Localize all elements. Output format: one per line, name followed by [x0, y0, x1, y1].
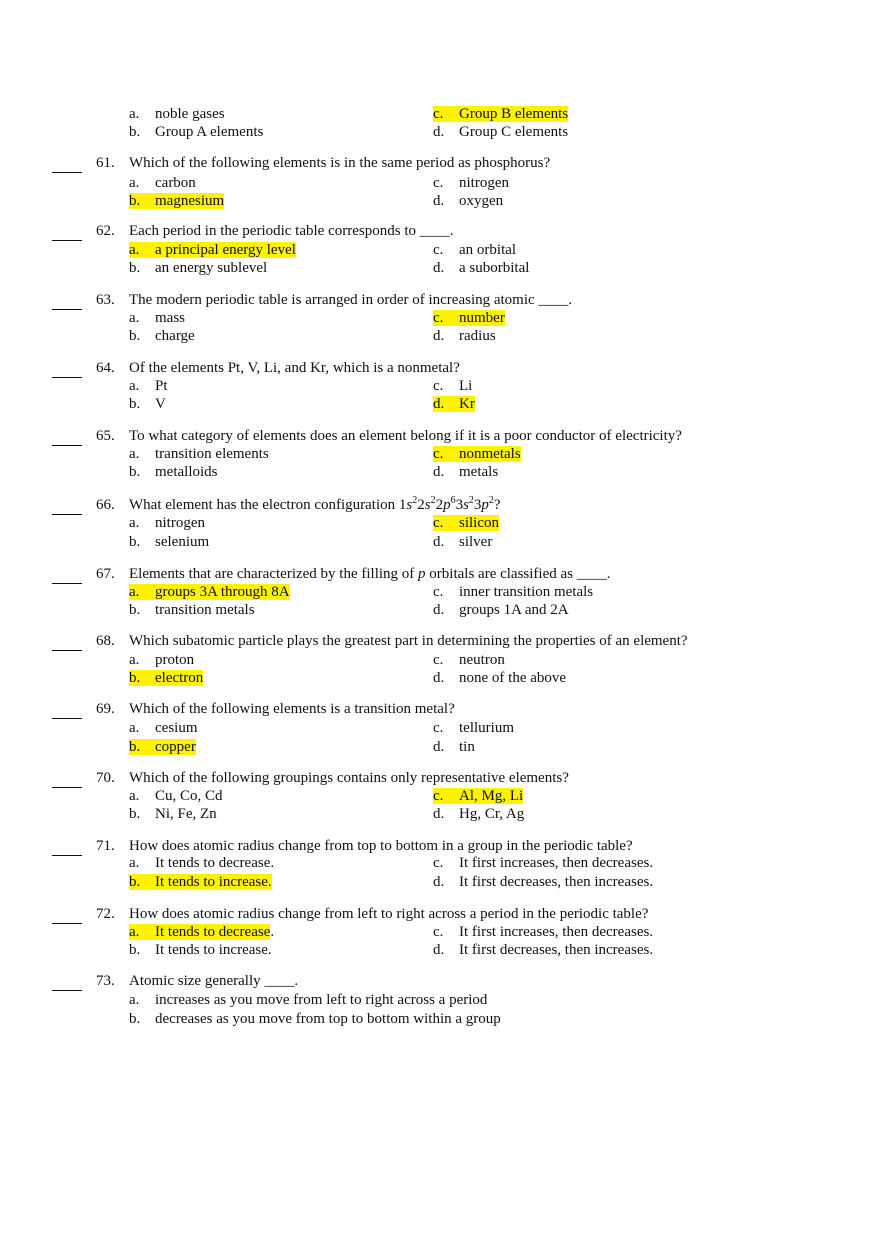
- option-b: b. magnesium: [129, 193, 225, 209]
- option-c: c. an orbital: [433, 242, 517, 258]
- option-a: a. cesium: [129, 720, 198, 736]
- option-a: a. groups 3A through 8A: [129, 584, 290, 600]
- option-d: d. metals: [433, 464, 499, 480]
- question-text: Which subatomic particle plays the greatest part in determining the properties of an element?: [129, 633, 688, 649]
- question-number: 65.: [96, 428, 115, 444]
- question-number: 61.: [96, 155, 115, 171]
- option-b: b. selenium: [129, 534, 210, 550]
- option-a: a. transition elements: [129, 446, 269, 462]
- question-number: 66.: [96, 497, 115, 513]
- option-b: b. charge: [129, 328, 195, 344]
- option-b: b. V: [129, 396, 166, 412]
- question-text: What element has the electron configuration $1s^22s^22p^63s^23p^2$?: [129, 495, 501, 513]
- question-number: 72.: [96, 906, 115, 922]
- option-a: a. It tends to decrease.: [129, 924, 275, 940]
- question-text: How does atomic radius change from left to right across a period in the periodic table?: [129, 906, 649, 922]
- option-c: c. neutron: [433, 652, 505, 668]
- option-b: b. It tends to increase.: [129, 874, 272, 890]
- option-a: a. noble gases: [129, 106, 225, 122]
- question-number: 62.: [96, 223, 115, 239]
- question-text: Each period in the periodic table corresponds to ____.: [129, 223, 454, 239]
- answer-blank[interactable]: [52, 444, 82, 446]
- option-b: b. Ni, Fe, Zn: [129, 806, 217, 822]
- option-a: a. It tends to decrease.: [129, 855, 275, 871]
- option-c: c. It first increases, then decreases.: [433, 924, 654, 940]
- question-text: How does atomic radius change from top to bottom in a group in the periodic table?: [129, 838, 633, 854]
- answer-blank[interactable]: [52, 513, 82, 515]
- option-c: c. Al, Mg, Li: [433, 788, 524, 804]
- question-text: Atomic size generally ____.: [129, 973, 299, 989]
- option-c: c. tellurium: [433, 720, 514, 736]
- question-text: To what category of elements does an element belong if it is a poor conductor of electricity?: [129, 428, 682, 444]
- option-b: b. an energy sublevel: [129, 260, 268, 276]
- option-b: b. Group A elements: [129, 124, 264, 140]
- question-number: 63.: [96, 292, 115, 308]
- option-d: d. Group C elements: [433, 124, 569, 140]
- question-number: 68.: [96, 633, 115, 649]
- option-a: a. Pt: [129, 378, 168, 394]
- option-c: c. nonmetals: [433, 446, 521, 462]
- option-a: a. increases as you move from left to right across a period: [129, 992, 488, 1008]
- answer-blank[interactable]: [52, 786, 82, 788]
- option-c: c. Li: [433, 378, 473, 394]
- answer-blank[interactable]: [52, 649, 82, 651]
- option-d: d. groups 1A and 2A: [433, 602, 569, 618]
- option-d: d. radius: [433, 328, 496, 344]
- answer-blank[interactable]: [52, 308, 82, 310]
- option-c: c. inner transition metals: [433, 584, 594, 600]
- option-c: c. number: [433, 310, 505, 326]
- option-d: d. none of the above: [433, 670, 567, 686]
- answer-blank[interactable]: [52, 239, 82, 241]
- answer-blank[interactable]: [52, 854, 82, 856]
- option-b: b. transition metals: [129, 602, 255, 618]
- option-a: a. Cu, Co, Cd: [129, 788, 223, 804]
- question-number: 64.: [96, 360, 115, 376]
- question-number: 71.: [96, 838, 115, 854]
- option-b: b. copper: [129, 739, 196, 755]
- question-text: Elements that are characterized by the filling of p orbitals are classified as ____.: [129, 566, 611, 582]
- option-c: c. silicon: [433, 515, 499, 531]
- question-number: 69.: [96, 701, 115, 717]
- option-c: c. Group B elements: [433, 106, 569, 122]
- option-a: a. nitrogen: [129, 515, 205, 531]
- option-a: a. mass: [129, 310, 185, 326]
- question-number: 70.: [96, 770, 115, 786]
- option-d: d. It first decreases, then increases.: [433, 874, 654, 890]
- electron-configuration: $1s^22s^22p^63s^23p^2$?: [398, 495, 501, 513]
- question-number: 73.: [96, 973, 115, 989]
- option-b: b. metalloids: [129, 464, 218, 480]
- option-d: d. Kr: [433, 396, 475, 412]
- answer-blank[interactable]: [52, 922, 82, 924]
- option-a: a. carbon: [129, 175, 196, 191]
- option-a: a. a principal energy level: [129, 242, 296, 258]
- option-a: a. proton: [129, 652, 195, 668]
- question-number: 67.: [96, 566, 115, 582]
- answer-blank[interactable]: [52, 171, 82, 173]
- option-d: d. silver: [433, 534, 493, 550]
- question-text: Of the elements Pt, V, Li, and Kr, which is a nonmetal?: [129, 360, 460, 376]
- option-c: c. It first increases, then decreases.: [433, 855, 654, 871]
- option-d: d. oxygen: [433, 193, 504, 209]
- question-text: Which of the following groupings contains only representative elements?: [129, 770, 569, 786]
- option-d: d. a suborbital: [433, 260, 530, 276]
- option-d: d. Hg, Cr, Ag: [433, 806, 525, 822]
- answer-blank[interactable]: [52, 582, 82, 584]
- answer-blank[interactable]: [52, 376, 82, 378]
- option-d: d. tin: [433, 739, 475, 755]
- option-d: d. It first decreases, then increases.: [433, 942, 654, 958]
- question-text: Which of the following elements is a transition metal?: [129, 701, 455, 717]
- answer-blank[interactable]: [52, 717, 82, 719]
- question-text: Which of the following elements is in the same period as phosphorus?: [129, 155, 551, 171]
- option-b: b. It tends to increase.: [129, 942, 272, 958]
- option-b: b. decreases as you move from top to bottom within a group: [129, 1011, 501, 1027]
- option-c: c. nitrogen: [433, 175, 509, 191]
- question-text: The modern periodic table is arranged in order of increasing atomic ____.: [129, 292, 573, 308]
- answer-blank[interactable]: [52, 989, 82, 991]
- option-b: b. electron: [129, 670, 204, 686]
